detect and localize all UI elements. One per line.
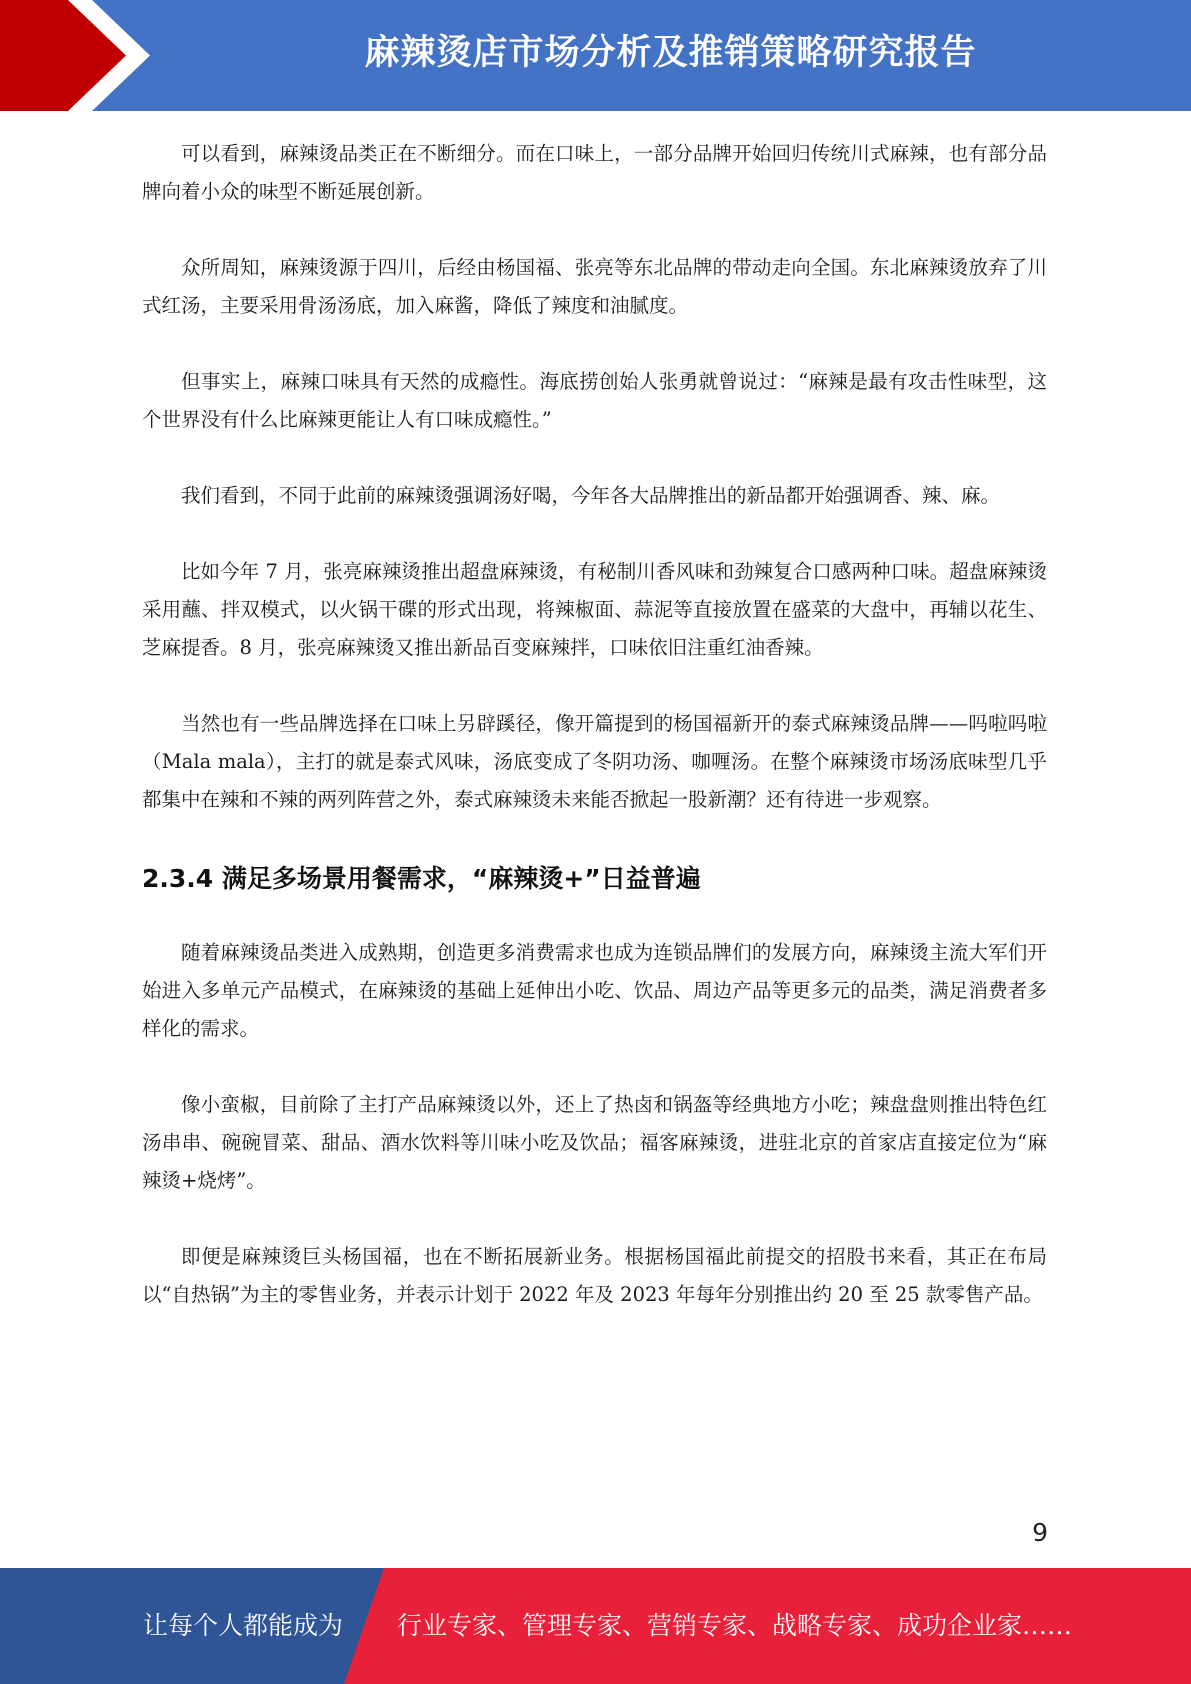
header-banner: [0, 0, 1191, 111]
section-paragraph: 即便是麻辣烫巨头杨国福，也在不断拓展新业务。根据杨国福此前提交的招股书来看，其正在布局以“自热锅”为主的零售业务，并表示计划于 2022 年及 2023 年每年分别推出约 20 至 25 款零售产品。: [142, 1245, 1047, 1306]
paragraph: 比如今年 7 月，张亮麻辣烫推出超盘麻辣烫，有秘制川香风味和劲辣复合口感两种口味。超盘麻辣烫采用蘸、拌双模式，以火锅干碟的形式出现，将辣椒面、蒜泥等直接放置在盛菜的大盘中，再辅以花生、芝麻提香。8 月，张亮麻辣烫又推出新品百变麻辣拌，口味依旧注重红油香辣。: [142, 560, 1047, 659]
paragraph: 我们看到，不同于此前的麻辣烫强调汤好喝，今年各大品牌推出的新品都开始强调香、辣、麻。: [181, 484, 1001, 507]
document-title: 麻辣烫店市场分析及推销策略研究报告: [364, 33, 977, 73]
paragraph: 但事实上，麻辣口味具有天然的成瘾性。海底捞创始人张勇就曾说过：“麻辣是最有攻击性味型，这个世界没有什么比麻辣更能让人有口味成瘾性。”: [142, 370, 1047, 431]
section-heading: 2.3.4 满足多场景用餐需求，“麻辣烫+”日益普遍: [142, 864, 701, 893]
footer-slogan-right: 行业专家、管理专家、营销专家、战略专家、成功企业家……: [397, 1611, 1073, 1640]
page-number: 9: [1032, 1518, 1048, 1547]
main-content: [142, 135, 1047, 1352]
footer-banner: [0, 1568, 1191, 1684]
footer-slogan-left: 让每个人都能成为: [143, 1611, 344, 1640]
section-paragraph: 像小蛮椒，目前除了主打产品麻辣烫以外，还上了热卤和锅盔等经典地方小吃；辣盘盘则推出特色红汤串串、碗碗冒菜、甜品、酒水饮料等川味小吃及饮品；福客麻辣烫，进驻北京的首家店直接定位为“麻辣烫+烧烤”。: [142, 1093, 1047, 1192]
header-arrow-decoration: [0, 0, 160, 111]
paragraph: 众所周知，麻辣烫源于四川，后经由杨国福、张亮等东北品牌的带动走向全国。东北麻辣烫放弃了川式红汤，主要采用骨汤汤底，加入麻酱，降低了辣度和油腻度。: [142, 256, 1047, 317]
paragraph: 可以看到，麻辣烫品类正在不断细分。而在口味上，一部分品牌开始回归传统川式麻辣，也有部分品牌向着小众的味型不断延展创新。: [142, 142, 1047, 203]
paragraph: 当然也有一些品牌选择在口味上另辟蹊径，像开篇提到的杨国福新开的泰式麻辣烫品牌——吗啦吗啦（Mala mala），主打的就是泰式风味，汤底变成了冬阴功汤、咖喱汤。在整个麻辣烫市场汤底味型几乎都集中在辣和不辣的两列阵营之外，泰式麻辣烫未来能否掀起一股新潮？还有待进一步观察。: [142, 712, 1047, 811]
section-paragraph: 随着麻辣烫品类进入成熟期，创造更多消费需求也成为连锁品牌们的发展方向，麻辣烫主流大军们开始进入多单元产品模式，在麻辣烫的基础上延伸出小吃、饮品、周边产品等更多元的品类，满足消费者多样化的需求。: [142, 941, 1047, 1040]
